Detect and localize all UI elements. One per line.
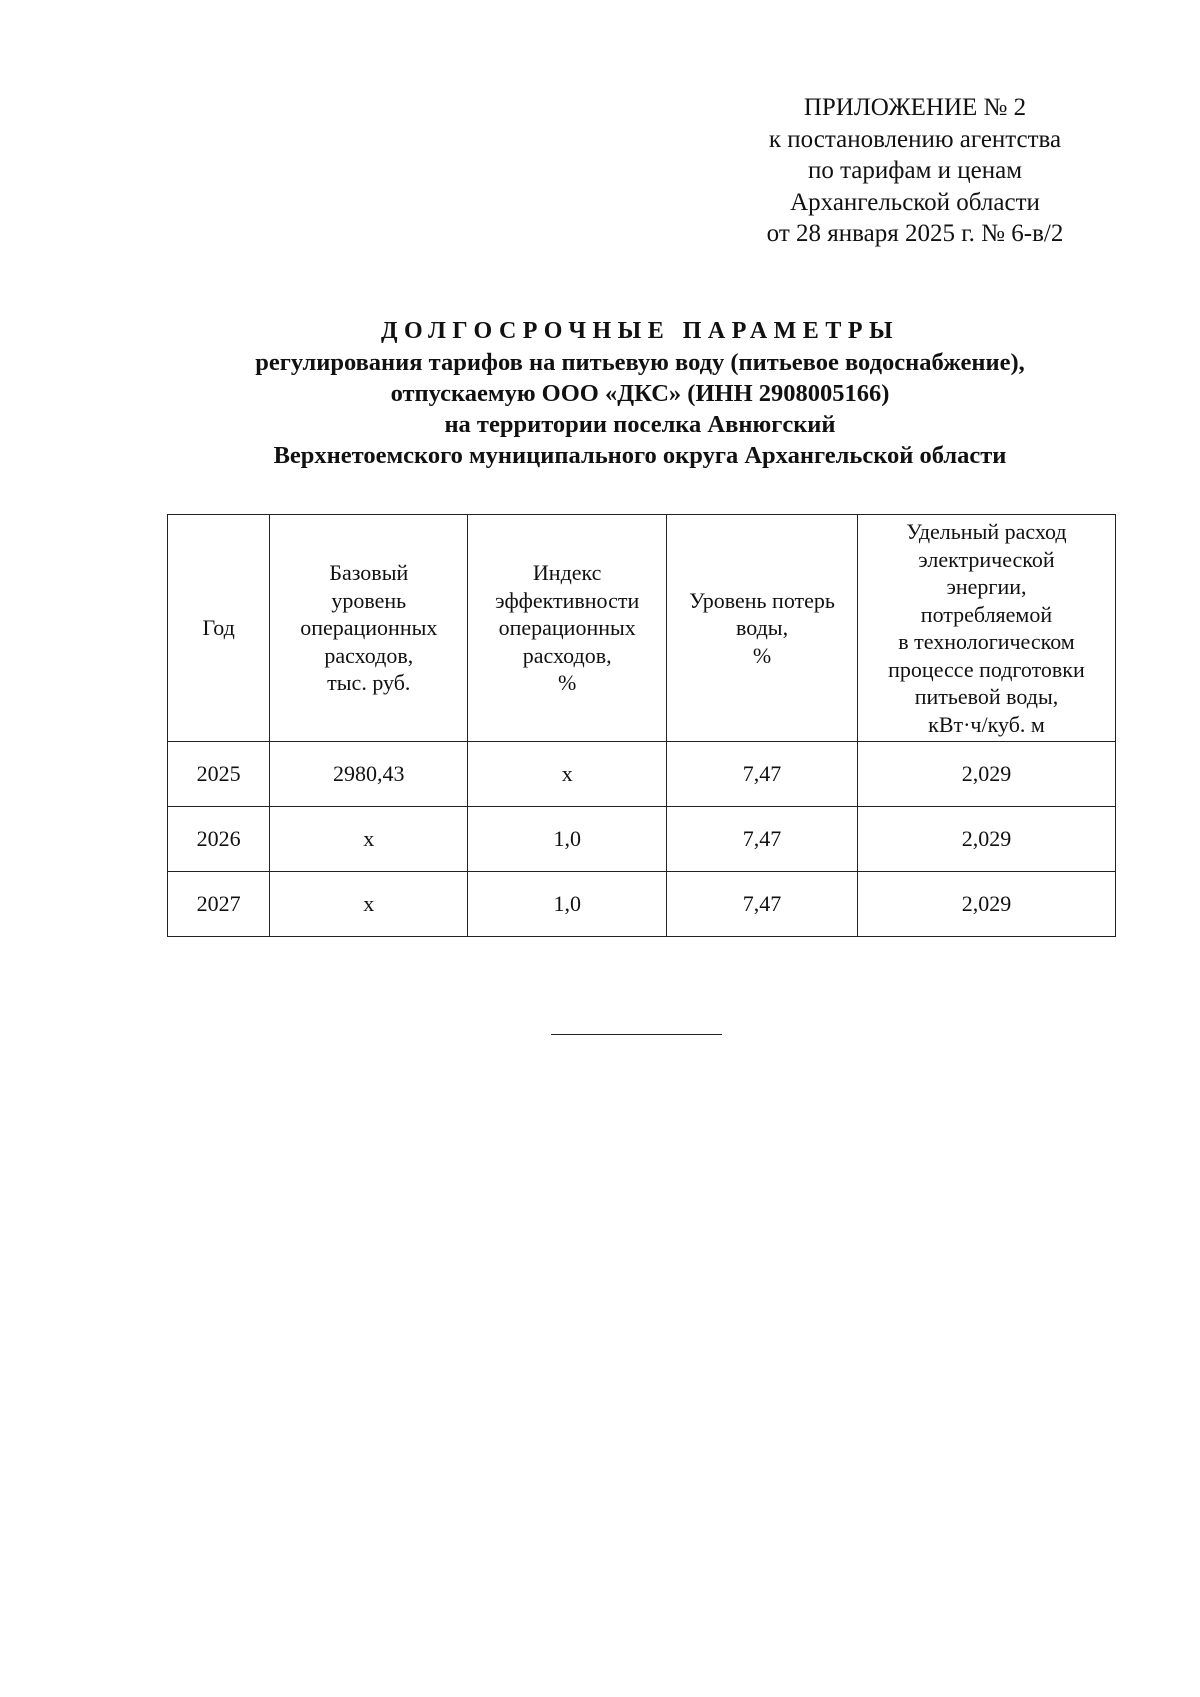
title-line: на территории поселка Авнюгский <box>444 411 836 438</box>
cell-base-opex: х <box>270 807 468 872</box>
header-water-loss: Уровень потерь воды, % <box>667 515 858 742</box>
header-efficiency-index: Индекс эффективности операционных расходов, % <box>468 515 667 742</box>
cell-efficiency-index: 1,0 <box>468 872 667 937</box>
appendix-line: ПРИЛОЖЕНИЕ № 2 <box>803 94 1027 121</box>
title-main: ДОЛГОСРОЧНЫЕ ПАРАМЕТРЫ <box>380 318 900 344</box>
document-title <box>150 316 1130 471</box>
cell-energy-consumption: 2,029 <box>857 742 1115 807</box>
cell-energy-consumption: 2,029 <box>857 807 1115 872</box>
cell-energy-consumption: 2,029 <box>857 872 1115 937</box>
cell-year: 2025 <box>168 742 270 807</box>
cell-year: 2027 <box>168 872 270 937</box>
cell-base-opex: 2980,43 <box>270 742 468 807</box>
table-row <box>168 807 1116 872</box>
header-base-opex: Базовый уровень операционных расходов, тыс. руб. <box>270 515 468 742</box>
cell-base-opex: х <box>270 872 468 937</box>
cell-efficiency-index: х <box>468 742 667 807</box>
appendix-line: от 28 января 2025 г. № 6-в/2 <box>766 220 1064 247</box>
title-line: Верхнетоемского муниципального округа Архангельской области <box>273 442 1007 469</box>
closing-divider <box>551 1034 722 1035</box>
appendix-line: Архангельской области <box>790 188 1040 216</box>
cell-water-loss: 7,47 <box>667 742 858 807</box>
cell-water-loss: 7,47 <box>667 872 858 937</box>
cell-year: 2026 <box>168 807 270 872</box>
appendix-block <box>720 92 1110 250</box>
title-line: регулирования тарифов на питьевую воду (питьевое водоснабжение), <box>255 349 1025 376</box>
cell-water-loss: 7,47 <box>667 807 858 872</box>
table-row <box>168 742 1116 807</box>
appendix-line: к постановлению агентства <box>768 125 1062 153</box>
appendix-line: по тарифам и ценам <box>807 157 1023 184</box>
header-year: Год <box>168 515 270 742</box>
cell-efficiency-index: 1,0 <box>468 807 667 872</box>
parameters-table <box>167 514 1116 937</box>
table-row <box>168 872 1116 937</box>
title-line: отпускаемую ООО «ДКС» (ИНН 2908005166) <box>390 380 890 407</box>
header-energy-consumption: Удельный расход электрической энергии, потребляемой в технологическом процессе подготовки питьевой воды, кВт·ч/куб. м <box>857 515 1115 742</box>
table-header-row <box>168 515 1116 742</box>
